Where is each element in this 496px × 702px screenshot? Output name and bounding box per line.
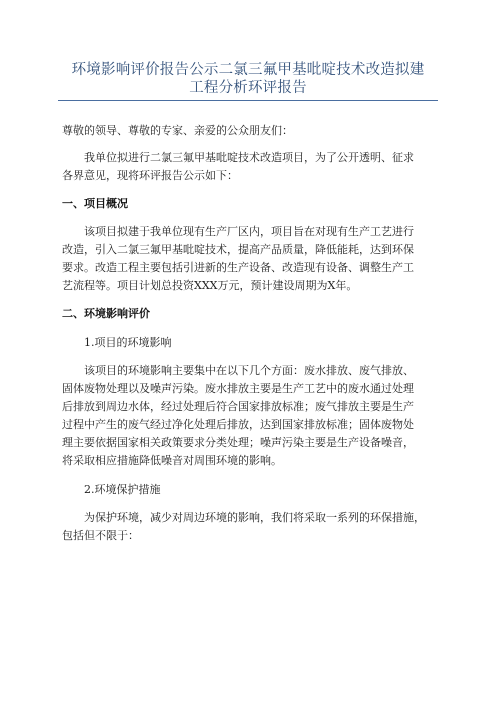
- subsection-1-line-3: 后排放到周边水体，经过处理后符合国家排放标准；废气排放主要是生产: [62, 400, 414, 413]
- subsection-2-heading: 2.环境保护措施: [84, 483, 161, 496]
- subsection-1-line-4: 过程中产生的废气经过净化处理后排放，达到国家排放标准；固体废物处: [62, 418, 414, 431]
- title-divider: [58, 100, 438, 101]
- intro-line-2: 各界意见，现将环评报告公示如下：: [62, 169, 238, 182]
- subsection-1-line-6: 将采取相应措施降低噪音对周围环境的影响。: [62, 454, 282, 467]
- subsection-2-line-1: 为保护环境，减少对周边环境的影响，我们将采取一系列的环保措施，: [84, 511, 425, 524]
- subsection-2-line-2: 包括但不限于：: [62, 529, 139, 542]
- section-1-line-4: 艺流程等。项目计划总投资XXX万元，预计建设周期为X年。: [62, 279, 358, 292]
- subsection-1-line-2: 固体废物处理以及噪声污染。废水排放主要是生产工艺中的废水通过处理: [62, 382, 414, 395]
- subsection-1-heading: 1.项目的环境影响: [84, 336, 172, 349]
- intro-line-1: 我单位拟进行二氯三氟甲基吡啶技术改造项目，为了公开透明、征求: [84, 151, 414, 164]
- section-1-line-1: 该项目拟建于我单位现有生产厂区内，项目旨在对现有生产工艺进行: [84, 225, 414, 238]
- subsection-1-line-5: 理主要依据国家相关政策要求分类处理；噪声污染主要是生产设备噪音，: [62, 436, 414, 449]
- section-2-heading: 二、环境影响评价: [62, 307, 150, 320]
- section-1-line-2: 改造，引入二氯三氟甲基吡啶技术，提高产品质量，降低能耗，达到环保: [62, 243, 414, 256]
- document-title-line-2: 工程分析环评报告: [189, 80, 307, 96]
- section-1-heading: 一、项目概况: [62, 197, 128, 210]
- subsection-1-line-1: 该项目的环境影响主要集中在以下几个方面：废水排放、废气排放、: [84, 364, 414, 377]
- salutation: 尊敬的领导、尊敬的专家、亲爱的公众朋友们：: [62, 124, 293, 137]
- document-title-line-1: 环境影响评价报告公示二氯三氟甲基吡啶技术改造拟建: [71, 62, 425, 78]
- section-1-line-3: 要求。改造工程主要包括引进新的生产设备、改造现有设备、调整生产工: [62, 261, 414, 274]
